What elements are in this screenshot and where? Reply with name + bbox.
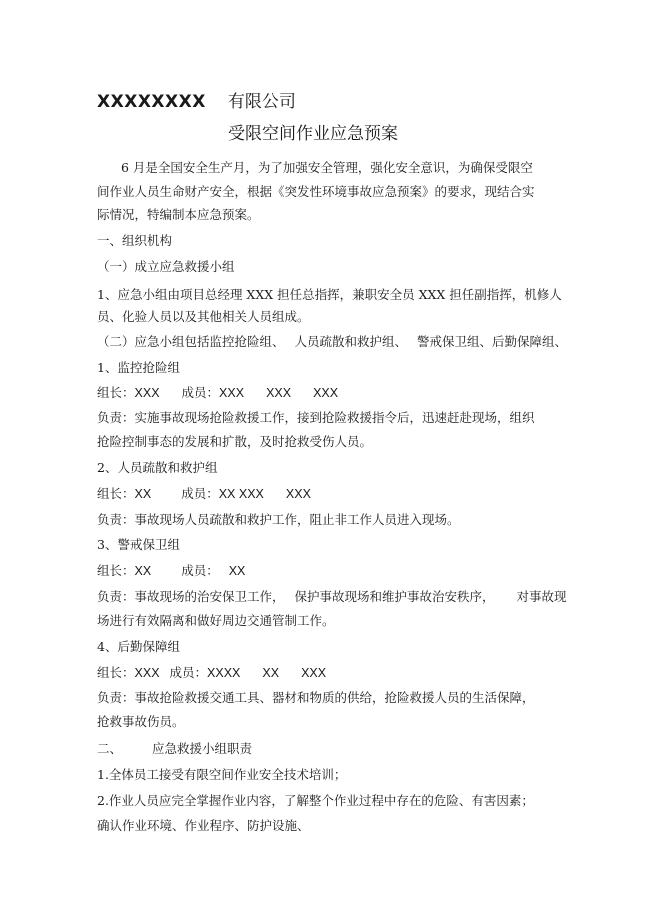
section2-item-2: 2.作业人员应完全掌握作业内容，了解整个作业过程中存在的危险、有害因素； — [97, 793, 534, 808]
group-3-roster — [97, 563, 245, 579]
group-2-roster — [97, 486, 311, 502]
group-2-duty-line1: 负责：事故现场人员疏散和救护工作，阻止非工作人员进入现场。 — [97, 512, 460, 527]
member: XXX — [285, 487, 311, 501]
members-label: 成员： — [181, 486, 219, 501]
duty-part: 保护事故现场和维护事故治安秩序， — [294, 589, 495, 604]
section2-heading-text: 应急救援小组职责 — [152, 741, 253, 756]
group-4-name: 4、后勤保障组 — [97, 639, 180, 654]
leader-name: XX — [134, 564, 152, 578]
intro-line-3: 际情况，特编制本应急预案。 — [97, 207, 260, 222]
section2-item-3: 确认作业环境、作业程序、防护设施、 — [97, 818, 310, 833]
sub2-part-b: 人员疏散和救护组、 — [294, 334, 408, 349]
group-1-roster — [97, 385, 338, 401]
group-3-name: 3、警戒保卫组 — [97, 537, 180, 552]
leader-label: 组长： — [97, 385, 135, 400]
leader-name: XXX — [134, 386, 160, 400]
leader-name: XXX — [134, 666, 160, 680]
member: XX XXX — [218, 487, 264, 501]
document-title: 受限空间作业应急预案 — [228, 124, 398, 144]
intro-line-2: 间作业人员生命财产安全，根据《突发性环境事故应急预案》的要求，现结合实 — [97, 184, 535, 199]
group-4-roster — [97, 665, 326, 681]
group-1-name: 1、监控抢险组 — [97, 360, 180, 375]
duty-part: 对事故现 — [516, 589, 567, 604]
member: XXX — [266, 386, 292, 400]
leader-label: 组长： — [97, 486, 135, 501]
section1-sub2 — [97, 334, 567, 350]
member: XXX — [313, 386, 339, 400]
company-name-cn: 有限公司 — [227, 92, 296, 112]
group-3-duty-line1 — [97, 589, 567, 605]
group-3-duty-line2: 场进行有效隔离和做好周边交通管制工作。 — [97, 613, 335, 628]
section2-heading — [97, 741, 252, 757]
member: XX — [262, 666, 280, 680]
group-1-duty-line1: 负责：实施事故现场抢险救援工作，接到抢险救援指令后，迅速赶赴现场，组织 — [97, 410, 535, 425]
intro-line-1: 6 月是全国安全生产月，为了加强安全管理，强化安全意识，为确保受限空 — [121, 160, 533, 175]
group-1-duty-line2: 抢险控制事态的发展和扩散，及时抢救受伤人员。 — [97, 434, 373, 449]
sub2-part-a: （二）应急小组包括监控抢险组、 — [97, 334, 285, 349]
leader-label: 组长： — [97, 665, 135, 680]
leader-name: XX — [134, 487, 152, 501]
sub2-part-c: 警戒保卫组、后勤保障组、 — [417, 334, 568, 349]
section1-p1-line1: 1、应急小组由项目总经理 XXX 担任总指挥，兼职安全员 XXX 担任副指挥，机修人 — [97, 287, 562, 302]
section1-sub1: （一）成立应急救援小组 — [97, 259, 235, 274]
group-4-duty-line1: 负责：事故抢险救援交通工具、器材和物质的供给，抢险救援人员的生活保障， — [97, 690, 535, 705]
members-label: 成员： — [181, 385, 220, 400]
member: XXX — [301, 666, 327, 680]
member: XXXX — [207, 666, 241, 680]
members-label: 成员： — [181, 563, 219, 578]
company-name-latin: XXXXXXXX — [97, 92, 206, 112]
group-4-duty-line2: 抢救事故伤员。 — [97, 714, 185, 729]
duty-part: 负责：事故现场的治安保卫工作， — [97, 589, 285, 604]
group-2-name: 2、人员疏散和救护组 — [97, 460, 218, 475]
member: XXX — [219, 386, 245, 400]
section1-heading: 一、组织机构 — [97, 233, 173, 248]
member: XX — [228, 564, 246, 578]
members-label: 成员： — [169, 665, 208, 680]
section1-p1-line2: 员、化验人员以及其他相关人员组成。 — [97, 309, 310, 324]
company-name — [97, 92, 296, 112]
section2-heading-num: 二、 — [97, 741, 123, 756]
section2-item-1: 1.全体员工接受有限空间作业安全技术培训； — [97, 767, 347, 782]
leader-label: 组长： — [97, 563, 135, 578]
